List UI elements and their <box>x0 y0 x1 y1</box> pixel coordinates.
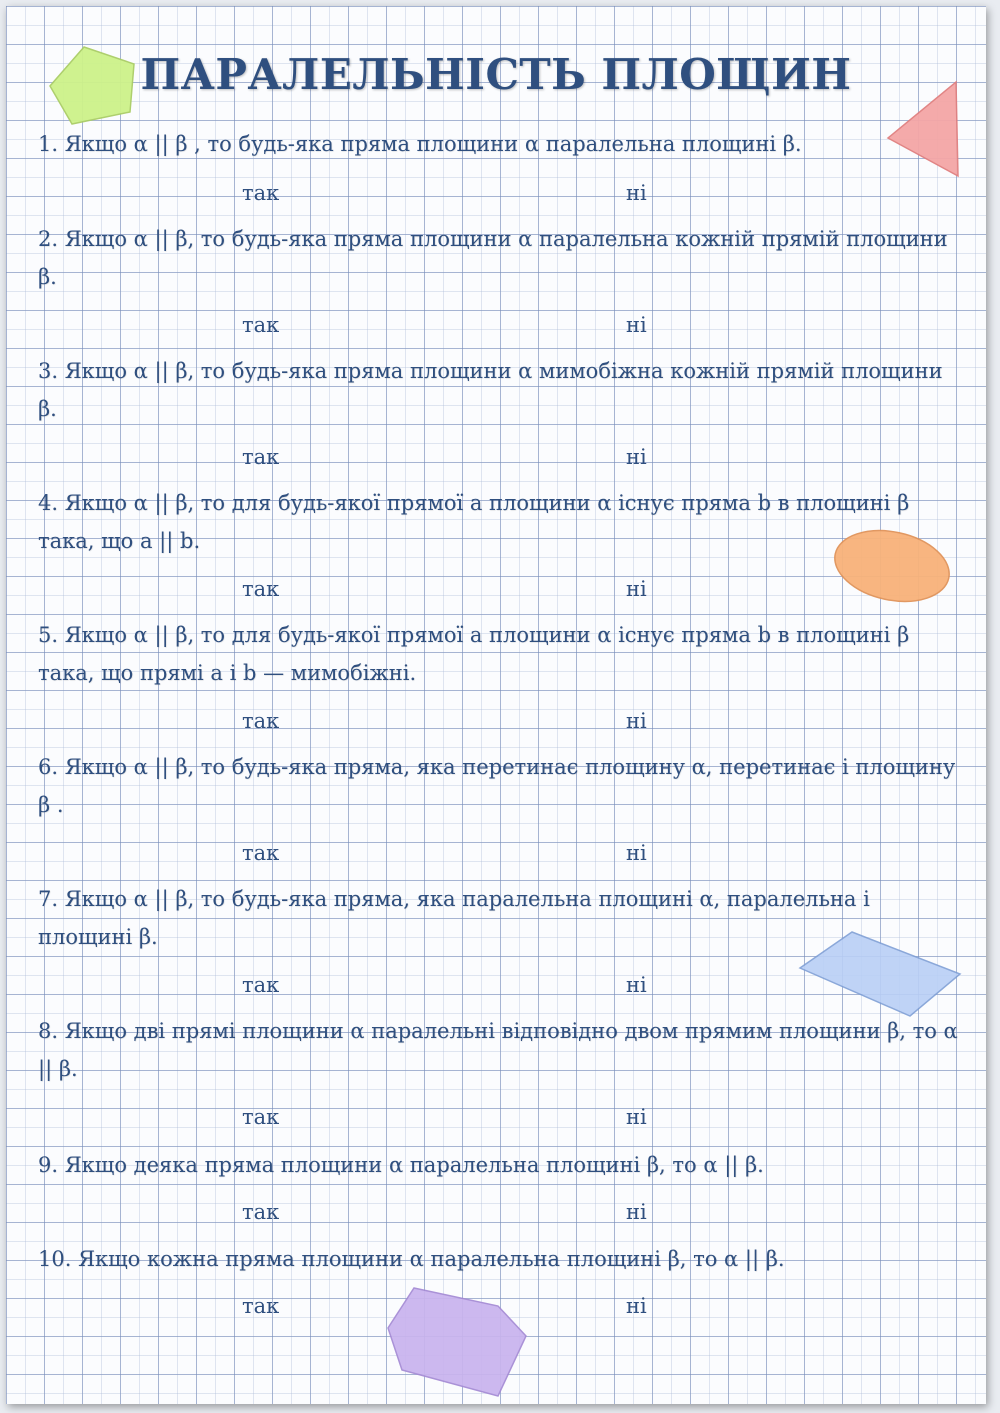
answer-no-3[interactable]: ні <box>626 445 647 469</box>
question-5: 5. Якщо α || β, то для будь-якої прямої a площини α існує пряма b в площині β така, що прямі a і b — мимобіжні. <box>38 623 910 685</box>
answer-no-6[interactable]: ні <box>626 841 647 865</box>
answer-yes-10[interactable]: так <box>242 1294 280 1318</box>
answer-no-7[interactable]: ні <box>626 973 647 997</box>
answer-yes-9[interactable]: так <box>242 1200 280 1224</box>
question-8: 8. Якщо дві прямі площини α паралельні відповідно двом прямим площини β, то α || β. <box>38 1019 958 1081</box>
question-4: 4. Якщо α || β, то для будь-якої прямої a площини α існує пряма b в площині β така, що a || b. <box>38 491 910 553</box>
answer-yes-8[interactable]: так <box>242 1105 280 1129</box>
answer-no-5[interactable]: ні <box>626 709 647 733</box>
answer-no-8[interactable]: ні <box>626 1105 647 1129</box>
question-10: 10. Якщо кожна пряма площини α паралельна площині β, то α || β. <box>38 1247 785 1271</box>
parallelogram-icon <box>792 926 968 1026</box>
question-1: 1. Якщо α || β , то будь-яка пряма площини α паралельна площині β. <box>38 132 802 156</box>
answer-yes-4[interactable]: так <box>242 577 280 601</box>
triangle-icon <box>880 76 966 184</box>
pentagon-icon <box>42 42 144 132</box>
answer-yes-1[interactable]: так <box>242 181 280 205</box>
answer-yes-6[interactable]: так <box>242 841 280 865</box>
question-3: 3. Якщо α || β, то будь-яка пряма площини α мимобіжна кожній прямій площини β. <box>38 359 943 421</box>
answer-no-10[interactable]: ні <box>626 1294 647 1318</box>
answer-no-9[interactable]: ні <box>626 1200 647 1224</box>
answer-no-1[interactable]: ні <box>626 181 647 205</box>
answer-no-2[interactable]: ні <box>626 313 647 337</box>
worksheet-page <box>6 6 986 1404</box>
question-7: 7. Якщо α || β, то будь-яка пряма, яка паралельна площині α, паралельна і площині β. <box>38 887 870 949</box>
answer-no-4[interactable]: ні <box>626 577 647 601</box>
answer-yes-7[interactable]: так <box>242 973 280 997</box>
answer-yes-5[interactable]: так <box>242 709 280 733</box>
answer-yes-2[interactable]: так <box>242 313 280 337</box>
page-title: ПАРАЛЕЛЬНІСТЬ ПЛОЩИН <box>140 50 852 99</box>
ellipse-icon <box>830 526 956 610</box>
hexagon-icon <box>380 1278 536 1404</box>
answer-yes-3[interactable]: так <box>242 445 280 469</box>
question-6: 6. Якщо α || β, то будь-яка пряма, яка перетинає площину α, перетинає і площину β . <box>38 755 956 817</box>
question-9: 9. Якщо деяка пряма площини α паралельна площині β, то α || β. <box>38 1153 764 1177</box>
question-2: 2. Якщо α || β, то будь-яка пряма площини α паралельна кожній прямій площини β. <box>38 227 948 289</box>
